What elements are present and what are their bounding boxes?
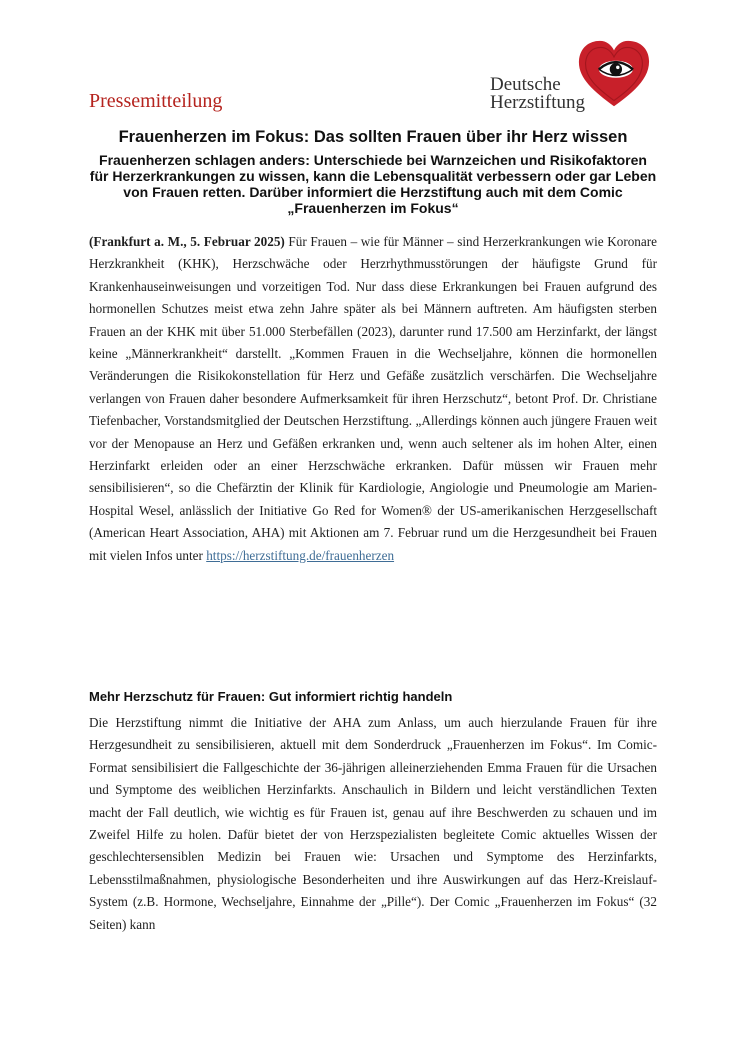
paragraph-comic: Die Herzstiftung nimmt die Initiative der AHA zum Anlass, um auch hierzulande Frauen für ihre Herzgesundheit zu sensibilisieren, aktuell mit dem Sonderdruck „Frauenherzen im Fokus“. Im Comic-Format sensibilisiert die Fallgeschichte der 36-jährigen alleinerziehenden Emma Frauen für die Ursachen und Symptome des weiblichen Herzinfarkts. Anschaulich in Bildern und leicht verständlichen Texten macht der Fall deutlich, wie wichtig es für Frauen ist, genau auf ihre Beschwerden zu schauen und im Zweifel Hilfe zu holen. Dafür bietet der von Herzspezialisten begleitete Comic aktuelles Wissen der geschlechtersensiblen Medizin bei Frauen wie: Ursachen und Symptome des Herzinfarkts, Lebensstilmaßnahmen, physiologische Besonderheiten und ihre Auswirkungen auf das Herz-Kreislauf-System (z.B. Hormone, Wechseljahre, Einnahme der „Pille“). Der Comic „Frauenherzen im Fokus“ (32 Seiten) kann bbox=[89, 715, 657, 932]
page-header bbox=[0, 0, 746, 125]
frauenherzen-link[interactable]: https://herzstiftung.de/frauenherzen bbox=[206, 547, 395, 563]
paragraph-intro-text: Für Frauen – wie für Männer – sind Herzerkrankungen wie Koronare Herzkrankheit (KHK), Herzschwäche oder Herzrhythmusstörungen der häufigste Grund für Krankenhauseinweisungen und vorzeitigen Tod. Nur dass diese Erkrankungen bei Frauen aufgrund des hormonellen Schutzes meist etwa zehn Jahre später als bei Männern auftreten. Am häufigsten sterben Frauen an der KHK mit über 51.000 Sterbefällen (2023), darunter rund 17.500 am Herzinfarkt, der längst keine „Männerkrankheit“ darstellt. „Kommen Frauen in die Wechseljahre, können die hormonellen Veränderungen die Risikokonstellation für Herz und Gefäße zusätzlich verschärfen. Die Wechseljahre verlangen von Frauen daher besondere Aufmerksamkeit für ihren Herzschutz“, betont Prof. Dr. Christiane Tiefenbacher, Vorstandsmitglied der Deutschen Herzstiftung. „Allerdings können auch jüngere Frauen weit vor der Menopause an Herz und Gefäßen erkranken und, wenn auch seltener als im hohen Alter, einen Herzinfarkt erleiden oder an einer Herzschwäche erkranken. Dafür müssen wir Frauen mehr sensibilisieren“, so die Chefärztin der Klinik für Kardiologie, Angiologie und Pneumologie am Marien-Hospital Wesel, anlässlich der Initiative Go Red for Women® der US-amerikanischen Herzgesellschaft (American Heart Association, AHA) mit Aktionen am 7. Februar rund um die Herzgesundheit bei Frauen mit vielen Infos unter bbox=[89, 234, 657, 563]
deutsche-herzstiftung-logo bbox=[490, 36, 660, 116]
paragraph-intro bbox=[89, 231, 657, 567]
subheadline: Frauenherzen schlagen anders: Unterschiede bei Warnzeichen und Risikofaktoren für Herzerkrankungen zu wissen, kann die Lebensqualität verbessern oder gar Leben von Frauen retten. Darüber informiert die Herzstiftung auch mit dem Comic „Frauenherzen im Fokus“ bbox=[89, 152, 657, 216]
logo-wordmark bbox=[490, 76, 585, 112]
logo-line-2: Herzstiftung bbox=[490, 92, 585, 113]
dateline: (Frankfurt a. M., 5. Februar 2025) bbox=[89, 234, 285, 249]
heart-eye-icon bbox=[576, 38, 652, 110]
press-release-label: Pressemitteilung bbox=[89, 90, 223, 112]
logo-line-1: Deutsche bbox=[490, 74, 561, 95]
headline: Frauenherzen im Fokus: Das sollten Frauen über ihr Herz wissen bbox=[118, 128, 628, 146]
section-heading: Mehr Herzschutz für Frauen: Gut informiert richtig handeln bbox=[89, 689, 453, 704]
